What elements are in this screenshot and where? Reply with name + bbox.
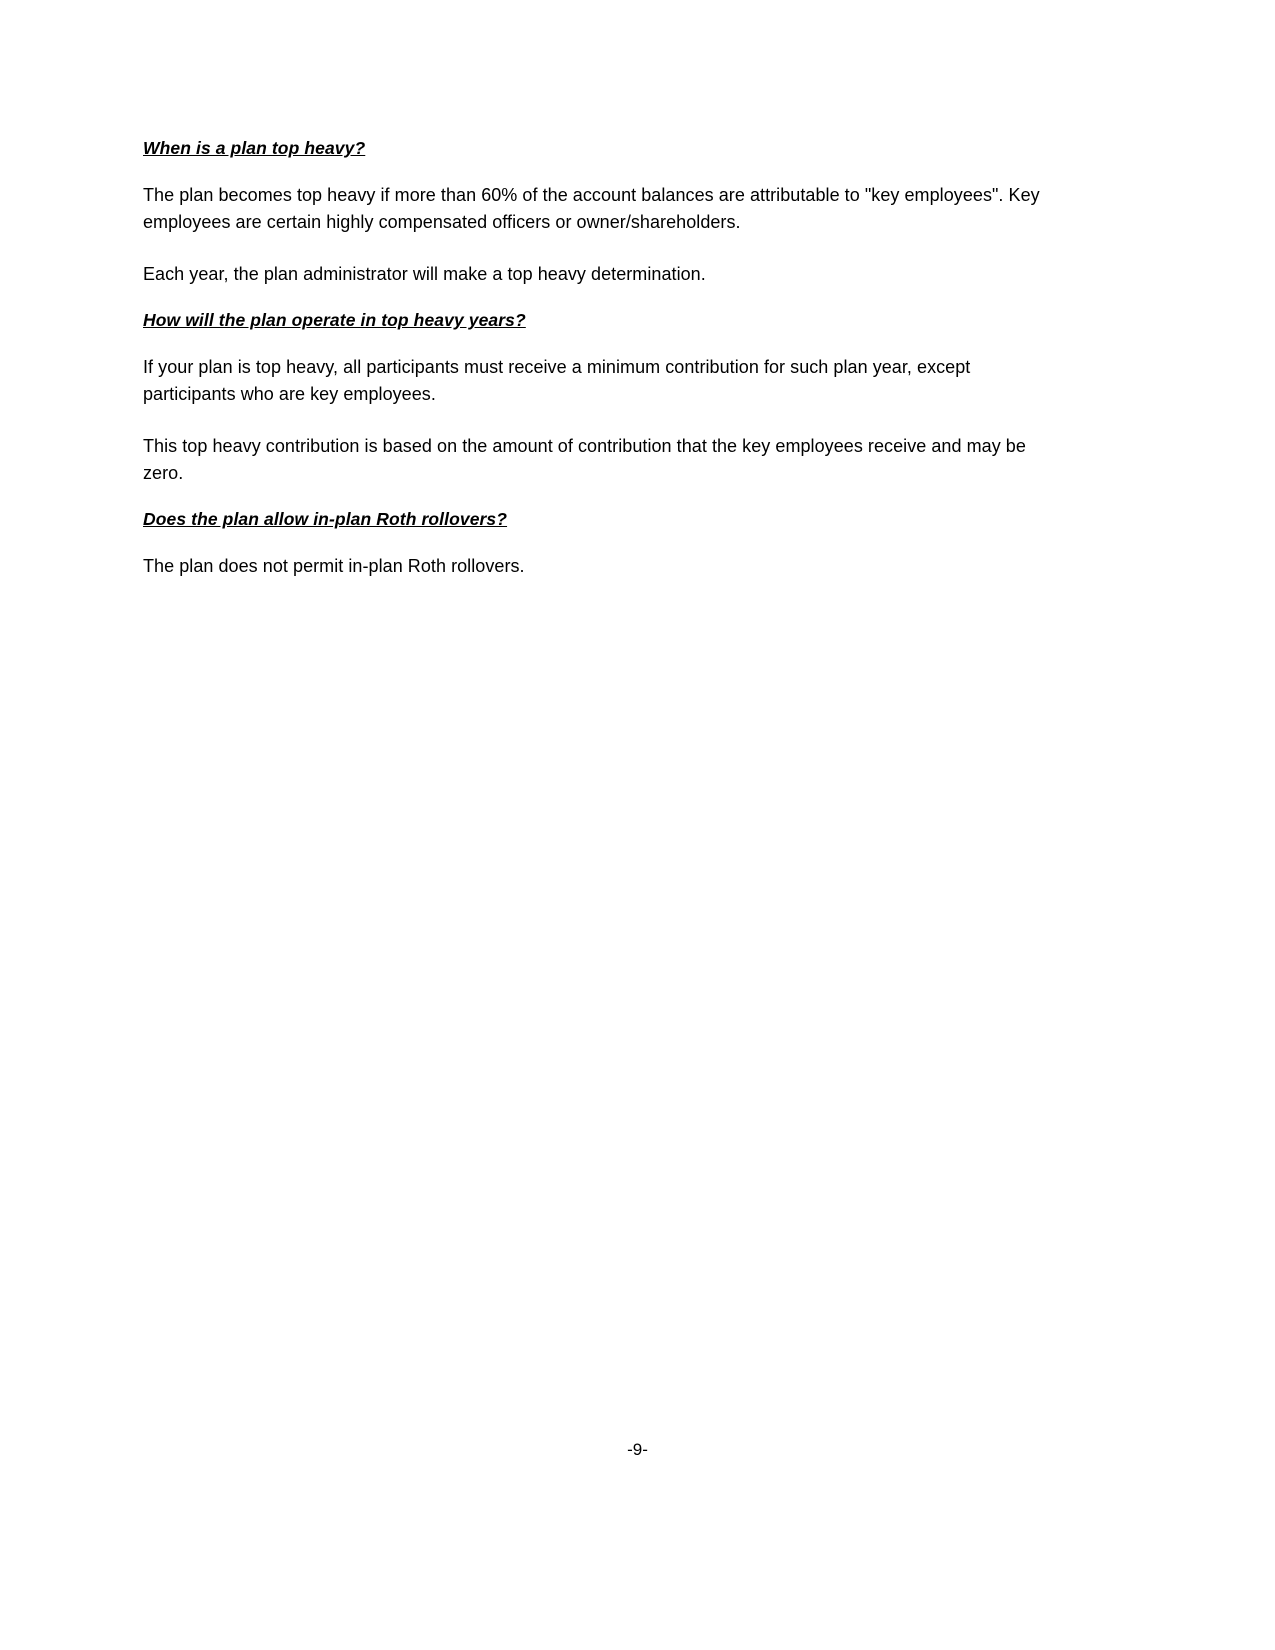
paragraph-roth-rollovers-answer xyxy=(143,553,1068,580)
paragraph-text: The plan does not permit in-plan Roth rollovers. xyxy=(143,556,525,577)
paragraph-text: This top heavy contribution is based on the amount of contribution that the key employees receive and may be zero. xyxy=(143,435,1026,483)
paragraph-text: Each year, the plan administrator will make a top heavy determination. xyxy=(143,263,706,284)
paragraph-text: The plan becomes top heavy if more than 60% of the account balances are attributable to "key employees". Key employees are certain highly compensated officers or owner/shareholders. xyxy=(143,184,1040,233)
paragraph-text: If your plan is top heavy, all participants must receive a minimum contribution for such plan year, except participants who are key employees. xyxy=(143,356,971,405)
paragraph-top-heavy-definition xyxy=(143,182,1068,237)
page-number: -9- xyxy=(627,1440,648,1459)
heading-text: How will the plan operate in top heavy years? xyxy=(143,309,526,330)
document-body xyxy=(143,138,1068,605)
paragraph-minimum-contribution xyxy=(143,354,1068,409)
heading-text: Does the plan allow in-plan Roth rollovers? xyxy=(143,509,508,530)
paragraph-contribution-amount xyxy=(143,433,1068,488)
paragraph-annual-determination xyxy=(143,261,1068,288)
section-heading-top-heavy xyxy=(143,138,1068,160)
section-heading-roth-rollovers xyxy=(143,509,1068,531)
section-heading-top-heavy-years xyxy=(143,310,1068,332)
page-number-footer xyxy=(0,1440,1275,1460)
heading-text: When is a plan top heavy? xyxy=(143,138,366,158)
